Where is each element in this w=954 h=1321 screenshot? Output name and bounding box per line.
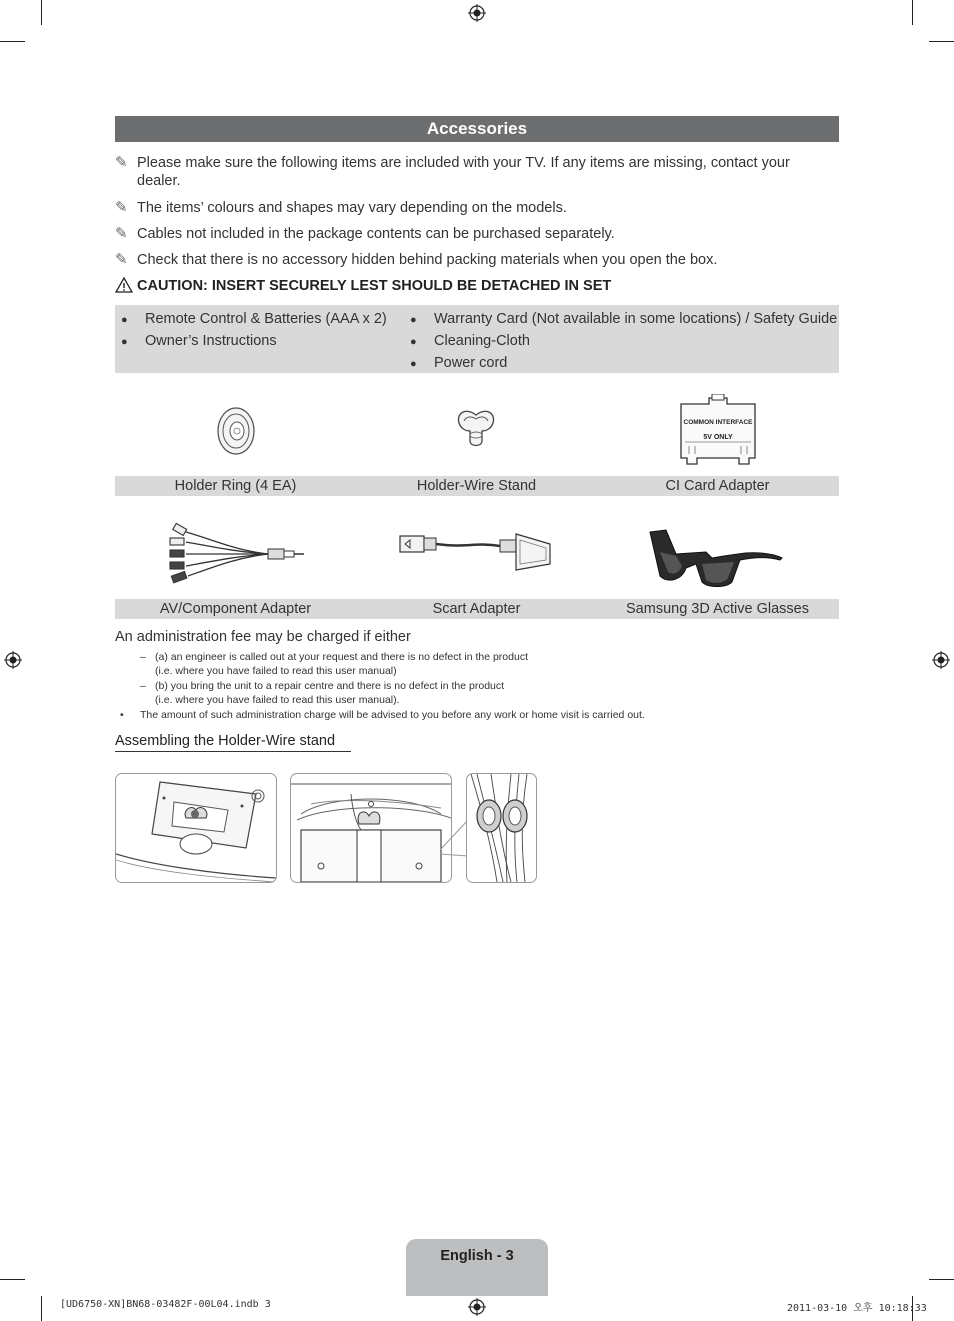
list-item: ● Warranty Card (Not available in some locations) / Safety Guide xyxy=(410,311,838,327)
item-label: Scart Adapter xyxy=(432,601,521,617)
item-label: Samsung 3D Active Glasses xyxy=(626,601,809,617)
crop-mark xyxy=(929,41,954,42)
fee-item-dash: – xyxy=(140,680,146,692)
note-item: ✎ Cables not included in the package contents can be purchased separately. xyxy=(115,225,615,242)
fee-intro: An administration fee may be charged if either xyxy=(115,629,411,645)
note-pencil-icon: ✎ xyxy=(115,251,128,268)
list-item: ● Power cord xyxy=(410,355,508,371)
items-right-column xyxy=(410,309,837,375)
row2-label-bar xyxy=(115,599,839,619)
items-left-column xyxy=(121,309,387,353)
scart-adapter-illustration xyxy=(396,524,556,574)
registration-mark-icon xyxy=(468,1298,486,1316)
footer-timestamp: 2011-03-10 오후 10:18:33 xyxy=(787,1303,927,1314)
crop-mark xyxy=(41,0,42,25)
footer-file-info: [UD6750-XN]BN68-03482F-00L04.indb 3 xyxy=(60,1299,271,1310)
3d-active-glasses-illustration xyxy=(646,524,788,592)
registration-mark-icon xyxy=(932,651,950,669)
item-label: Holder Ring (4 EA) xyxy=(174,478,297,494)
list-item: ● Cleaning-Cloth xyxy=(410,333,530,349)
holder-wire-stand-illustration xyxy=(452,405,500,453)
assembly-step-3-detail-illustration xyxy=(466,773,537,883)
registration-mark-icon xyxy=(4,651,22,669)
list-item: ● Owner’s Instructions xyxy=(121,333,277,349)
fee-item: (b) you bring the unit to a repair centre and there is no defect in the product (i.e. where you have failed to read this user manual). xyxy=(155,680,505,706)
ci-card-adapter-illustration xyxy=(679,394,757,466)
crop-mark xyxy=(929,1279,954,1280)
warning-triangle-icon xyxy=(115,277,133,293)
note-item: ✎ The items’ colours and shapes may vary depending on the models. xyxy=(115,199,567,216)
av-component-adapter-illustration xyxy=(164,520,308,588)
note-item: ✎ Please make sure the following items are included with your TV. If any items are missing, contact your dealer. xyxy=(115,154,790,189)
note-item: ✎ Check that there is no accessory hidden behind packing materials when you open the box. xyxy=(115,251,718,268)
assembly-step-1-illustration xyxy=(115,773,277,883)
ci-card-voltage-label: 5V ONLY xyxy=(703,434,733,441)
crop-mark xyxy=(41,1296,42,1321)
included-items-box xyxy=(115,305,839,373)
fee-note: The amount of such administration charge will be advised to you before any work or home visit is carried out. xyxy=(140,709,645,721)
fee-note-bullet: • xyxy=(120,709,124,721)
page-number-tab: English - 3 xyxy=(406,1239,548,1296)
assembly-heading: Assembling the Holder-Wire stand xyxy=(115,733,351,752)
caution-note: CAUTION: INSERT SECURELY LEST SHOULD BE DETACHED IN SET xyxy=(115,277,611,294)
ci-card-label: COMMON INTERFACE xyxy=(683,419,753,426)
crop-mark xyxy=(912,0,913,25)
holder-ring-illustration xyxy=(214,404,258,458)
fee-item-dash: – xyxy=(140,651,146,663)
item-label: Holder-Wire Stand xyxy=(416,478,537,494)
crop-mark xyxy=(0,1279,25,1280)
fee-item: (a) an engineer is called out at your request and there is no defect in the product (i.e. where you have failed to read this user manual) xyxy=(155,651,528,677)
registration-mark-icon xyxy=(468,4,486,22)
item-label: AV/Component Adapter xyxy=(159,601,312,617)
crop-mark xyxy=(0,41,25,42)
list-item: ● Remote Control & Batteries (AAA x 2) xyxy=(121,311,387,327)
assembly-step-2-illustration xyxy=(290,773,452,883)
note-pencil-icon: ✎ xyxy=(115,199,128,216)
row1-label-bar xyxy=(115,476,839,496)
note-pencil-icon: ✎ xyxy=(115,154,128,171)
page-title: Accessories xyxy=(115,116,839,142)
note-pencil-icon: ✎ xyxy=(115,225,128,242)
item-label: CI Card Adapter xyxy=(665,478,770,494)
